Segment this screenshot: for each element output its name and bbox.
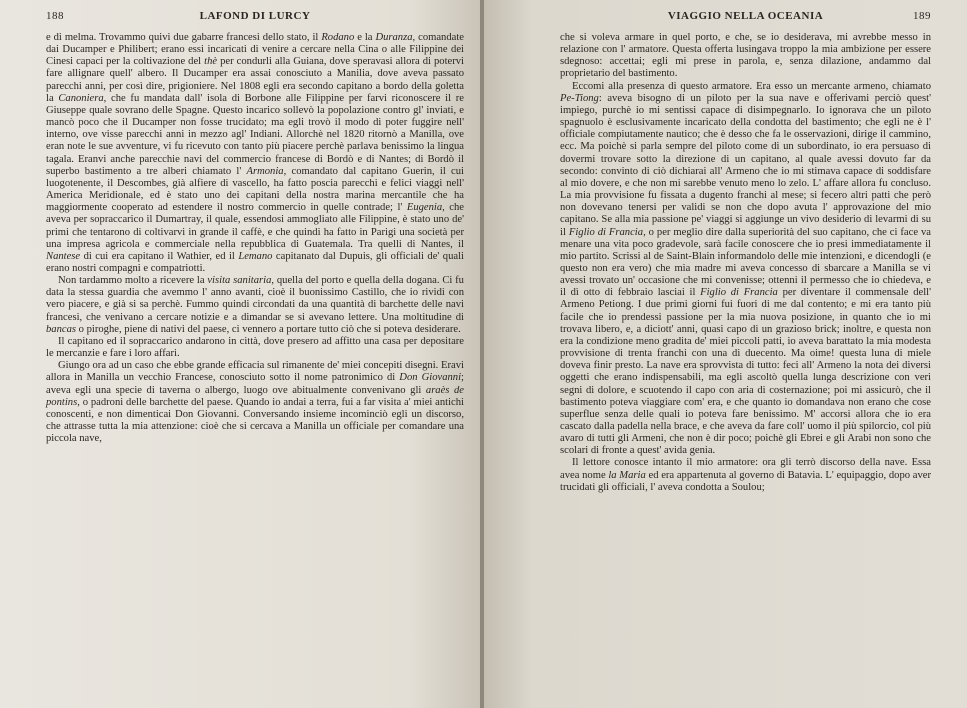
- text-run: ; aveva egli una specie di taverna o albergo, luogo ove abitualmente convenivano gli: [46, 372, 464, 396]
- italic-run: Duranza: [375, 32, 413, 43]
- right-page: [484, 0, 967, 708]
- italic-run: Figlio di Francia: [700, 287, 778, 299]
- right-page-header: [560, 10, 931, 32]
- paragraph: [560, 32, 931, 81]
- left-running-head: LAFOND DI LURCY: [199, 10, 311, 22]
- italic-run: bancas: [46, 323, 77, 335]
- italic-run: Armonia: [246, 165, 284, 177]
- text-run: e di melma. Trovammo quivi due gabarre francesi dello stato, il: [46, 32, 322, 43]
- paragraph: [46, 32, 464, 275]
- italic-run: Eugenia: [406, 202, 443, 214]
- paragraph: [46, 275, 464, 336]
- text-run: , o padroni delle barchette del paese. Quando io andai a terra, fui a far visita a' miei antichi conoscenti, e non dimenticai Don Giovanni. Conversando insieme incominciò egli un discorso, che attrasse tutta la mia attenzione: cioè che si cercava a Manilla un officiale per comandare una piccola nave,: [46, 396, 464, 445]
- text-run: , comandato dal capitano Guerin, il cui luogotenente, il Descombes, già alfiere di vascello, ha fatto poscia parecchi e felici viaggi nell' America Meridionale, ed è stato uno dei capitani della nostra marina mercantile che ha maggiormente cooperato ad estendere il nostro commercio in quelle contrade; l': [46, 165, 464, 214]
- italic-run: Rodano: [321, 32, 355, 43]
- paragraph: [46, 336, 464, 360]
- text-run: , comandate dai Ducamper e Philibert; erano essi incaricati di venire a cercare nella Cina o alle Filippine dei Cinesi capaci per la coltivazione del: [46, 32, 464, 68]
- text-run: : aveva bisogno di un piloto per la sua nave e offerivami perciò quest' impiego, purchè io mi sentissi capace di disimpegnarlo. Io ignorava che un piloto spagnuolo è esclusivamente incaricato della condotta del bastimento; che egli ne è l' officiale compiutamente nautico; che è desso che fa le osservazioni, dirige il cammino, ecc. Ma poichè si parla sempre del piloto come di un subordinato, io era persuaso di dovermi trovare sotto la direzione di un capitano, al quale avessi dovuto far da secondo: convinto di ciò dichiarai all' Armeno che io mi stimava capace di soddisfare al mio dovere, e che non mi sarebbe venuto meno lo zelo. L' affare allora fu concluso. La mia provvisione fu fissata a dugento franchi al mese; si fecero altri patti che però non dovevano tenersi per validi se non che dopo avuta l' approvazione del mio capitano. Se alla mia passione pe' viaggi si aggiunge un vivo desiderio di levarmi di su il: [560, 92, 931, 238]
- text-run: ed era appartenuta al governo di Batavia. L' equipaggio, dopo aver trucidati gli officiali, l' aveva condotta a Soulou;: [560, 469, 932, 493]
- text-run: che si voleva armare in quel porto, e che, se io desiderava, mi avrebbe messo in relazione con l' armatore. Questa offerta lusingava troppo la mia ambizione per essere sdegnoso: accettai; egli mi prese in parola, e, senza dilazione, andammo dal proprietario del bastimento.: [560, 32, 931, 80]
- left-page-text: [46, 32, 464, 445]
- text-run: Il lettore conosce intanto il mio armatore: ora gli terrò discorso della nave. Essa avea nome: [560, 457, 931, 481]
- text-run: per diventare il commensale dell' Armeno Petiong. I due primi giorni fui fuori di me dal contento; e mi era tanto più facile che io prendessi passione per la mia nuova posizione, in quanto che io mi trovava libero, e, a diciott' anni, quasi capo di un grazioso brick; inoltre, e questa non era la condizione meno gradita de' miei piccoli patti, io aveva barattato la mia modesta provvisione di trenta franchi con una di duecento. Ma oime! questa luna di miele doveva finir presto. La nave era sprovvista di tutto: feci all' Armeno la nota dei diversi oggetti che erano indispensabili, ma egli ascoltò quella lunga descrizione con veri segni di dolore, e scuotendo il capo con aria di costernazione; poi mi assicurò, che il bastimento poteva viaggiare com' era, e che quanto io domandava non erano che cose superflue senza delle quali io poteva fare benissimo. M' accorsi allora che io era cascato dalla padella nella brace, e che aveva da fare coll' uomo il più spilorcio, col più avaro di tutti gli Armeni, che non è dir poco; poichè gli Ebrei e gli Arabi non sono che scolari di fronte a quest' avida genia.: [560, 287, 932, 457]
- italic-run: araès de pontins: [46, 384, 464, 408]
- left-page-header: [46, 10, 464, 32]
- right-page-text: [560, 32, 931, 494]
- italic-run: Figlio di Francia: [568, 226, 644, 238]
- text-run: capitanato dal Dupuis, gli officiali de' quali erano nostri compagni e compatriotti.: [46, 250, 464, 274]
- paragraph: [560, 81, 931, 458]
- text-run: di cui era capitano il Wathier, ed il: [80, 250, 239, 262]
- italic-run: Don Giovanni: [399, 372, 462, 384]
- italic-run: Lemano: [238, 250, 273, 262]
- right-page-number: 189: [913, 10, 931, 22]
- text-run: Il capitano ed il sopraccarico andarono in città, dove presero ad affitto una casa per depositare le mercanzie e fare i loro affari.: [46, 335, 464, 360]
- text-run: , che fu mandata dall' isola di Borbone alle Filippine per farvi riconoscere il re Giuseppe quale sovrano delle Spagne. Questo incarico sollevò la popolazione contro gl' inviati, e mancò poco che il Ducamper non fosse trucidato; ma egli trovò il modo di poter fuggire nell' interno, ove visse parecchi anni in mezzo agl' Indiani. Allorchè nel 1820 ritornò a Manilla, ove eran note le sue avventure, vi fu ricevuto con tanto più piacere perchè parlava benissimo la lingua tagala. Eranvi anche parecchie navi del commercio francese di Bordò e di Nantes; di Bordò il superbo bastimento a tre alberi chiamato l': [46, 92, 464, 177]
- right-running-head: VIAGGIO NELLA OCEANIA: [667, 10, 824, 22]
- text-run: Eccomi alla presenza di questo armatore. Era esso un mercante armeno, chiamato: [572, 80, 931, 92]
- italic-run: Canoniera: [58, 92, 104, 104]
- italic-run: Pe-Tiong: [560, 92, 599, 104]
- text-run: , o per meglio dire dalla superiorità del suo capitano, che ci face va menare una vita poco gradevole, sarà facile conoscere che io presi immediatamente il mio partito. Scrissi al de Saint-Blain informandolo delle mie intenzioni, e dicendogli (e questo non era vero) che mia madre mi aveva concesso di sbarcare a Manilla se vi avessi trovato un' occasione che mi convenisse; ottenni il permesso che io chiedeva, e il dì otto di febbraio lasciai il: [560, 226, 932, 299]
- italic-run: la Maria: [608, 469, 646, 481]
- text-run: e la: [354, 32, 376, 43]
- left-page-number: 188: [46, 10, 64, 22]
- text-run: , quella del porto e quella della dogana. Ci fu data la stessa guardia che avemmo l' anno avanti, cioè il buonissimo Castillo, che io rividi con vero piacere, e già si sa perchè. Fummo quindi circondati da una quantità di barchette delle navi francesi, che venivano a cercare notizie e a dimandar se si avevano lettere. Una moltitudine di: [46, 275, 464, 323]
- italic-run: thè: [204, 56, 218, 68]
- italic-run: visita sanitaria: [207, 275, 272, 287]
- text-run: , che aveva per sopraccarico il Dumartray, il quale, essendosi ammogliato alle Filippine, è stato uno de' primi che tentarono di coltivarvi in grande il caffè, e che quindi ha fatto in Parigi una società per una impresa agricola e commerciale nella repubblica di Guatemala. Tra quelli di Nantes, il: [46, 202, 465, 250]
- text-run: Giungo ora ad un caso che ebbe grande efficacia sul rimanente de' miei concepiti disegni. Eravi allora in Manilla un vecchio Francese, conosciuto sotto il nome patronimico di: [46, 360, 464, 384]
- text-run: Non tardammo molto a ricevere la: [58, 275, 208, 287]
- text-run: per condurli alla Guiana, dove speravasi allora di potervi fare allignare quell' albero. Il Ducamper era assai conosciuto a Manilia, dove aveva passato parecchi anni, per così dire, prigioniere. Nel 1808 egli era secondo capitano a bordo della goletta la: [46, 56, 464, 104]
- paragraph: [560, 457, 931, 493]
- text-run: o piroghe, piene di nativi del paese, ci vennero a portare tutto ciò che si poteva desiderare.: [76, 323, 461, 335]
- italic-run: Nantese: [46, 250, 81, 262]
- left-page: [0, 0, 482, 708]
- paragraph: [46, 360, 464, 445]
